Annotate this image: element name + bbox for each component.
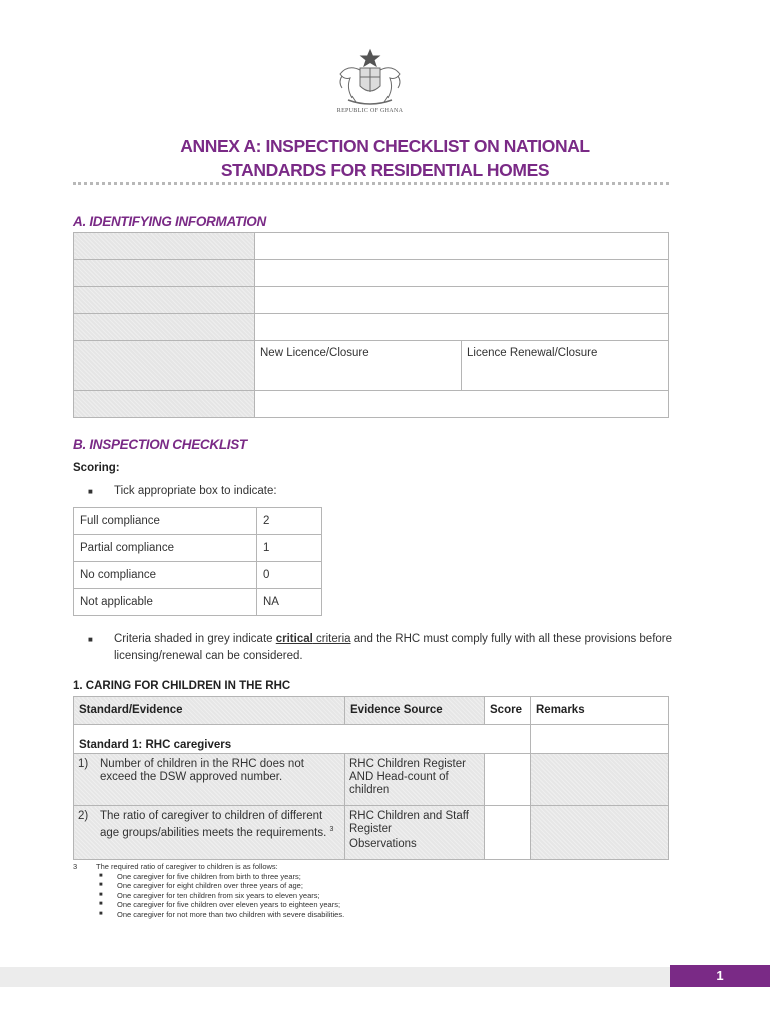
square-bullet-icon: ■ <box>99 901 103 908</box>
footnote-list <box>96 872 633 920</box>
instruction-text: Tick appropriate box to indicate: <box>114 485 277 497</box>
title-line-2: STANDARDS FOR RESIDENTIAL HOMES <box>220 160 550 180</box>
score-row <box>74 589 322 616</box>
square-bullet-icon: ■ <box>88 487 93 496</box>
score-row <box>74 508 322 535</box>
remarks-input[interactable] <box>531 754 669 806</box>
standard-title-blank <box>531 725 669 754</box>
id-label-cell <box>74 233 255 260</box>
square-bullet-icon: ■ <box>99 882 103 889</box>
score-row <box>74 562 322 589</box>
header-evidence: Evidence Source <box>345 697 485 725</box>
score-label: No compliance <box>74 562 257 589</box>
scoring-label: Scoring: <box>73 462 120 474</box>
identifying-info-table <box>73 232 669 418</box>
ghana-coat-of-arms-icon <box>330 46 410 110</box>
id-row <box>74 314 669 341</box>
square-bullet-icon: ■ <box>99 872 103 879</box>
critical-note-text <box>114 631 673 665</box>
score-input[interactable] <box>485 754 531 806</box>
licence-type-row <box>74 341 669 391</box>
square-bullet-icon: ■ <box>99 910 103 917</box>
score-label: Not applicable <box>74 589 257 616</box>
footnote-number: 3 <box>73 862 78 871</box>
square-bullet-icon: ■ <box>99 891 103 898</box>
note-text-end: and the RHC must comply fully with all these provisions before licensing/renewal can be considered. <box>114 633 673 662</box>
list-item-text: One caregiver for five children over eleven years to eighteen years; <box>117 900 341 910</box>
list-item <box>99 900 633 910</box>
list-item <box>99 872 633 882</box>
note-text-criteria: criteria <box>312 633 351 645</box>
score-value: 0 <box>257 562 322 589</box>
criterion-text-body: The ratio of caregiver to children of different age groups/abilities meets the requirements. <box>100 810 330 839</box>
footnote <box>73 862 633 920</box>
criterion-cell <box>74 806 345 860</box>
title-line-1: ANNEX A: INSPECTION CHECKLIST ON NATIONAL <box>180 136 590 156</box>
standard-title: Standard 1: RHC caregivers <box>74 725 531 754</box>
note-text-start: Criteria shaded in grey indicate <box>114 633 276 645</box>
id-row <box>74 260 669 287</box>
criterion-text: Number of children in the RHC does not exceed the DSW approved number. <box>100 758 304 783</box>
list-item <box>99 891 633 901</box>
page-title <box>60 134 710 182</box>
section-1-heading: 1. CARING FOR CHILDREN IN THE RHC <box>73 680 291 692</box>
evidence-cell <box>345 806 485 860</box>
section-b-heading: B. INSPECTION CHECKLIST <box>73 437 247 452</box>
emblem-caption: REPUBLIC OF GHANA <box>336 108 404 114</box>
title-divider <box>73 182 669 185</box>
score-value: 1 <box>257 535 322 562</box>
score-row <box>74 535 322 562</box>
id-label-cell <box>74 391 255 418</box>
checklist-header-row <box>74 697 669 725</box>
evidence-cell: RHC Children Register AND Head-count of children <box>345 754 485 806</box>
list-item-text: One caregiver for eight children over three years of age; <box>117 881 303 891</box>
list-item-text: One caregiver for five children from birth to three years; <box>117 871 301 881</box>
criterion-number: 1) <box>78 758 89 770</box>
score-value: 2 <box>257 508 322 535</box>
criterion-cell <box>74 754 345 806</box>
header-remarks: Remarks <box>531 697 669 725</box>
criterion-number: 2) <box>78 810 89 822</box>
new-licence-option[interactable]: New Licence/Closure <box>255 341 462 391</box>
id-label-cell <box>74 287 255 314</box>
footnote-ref: 3 <box>329 826 334 833</box>
id-value-field[interactable] <box>255 391 669 418</box>
id-row <box>74 287 669 314</box>
footer-bar <box>0 967 670 987</box>
id-row <box>74 233 669 260</box>
critical-criteria-note <box>88 631 673 665</box>
table-row <box>74 806 669 860</box>
id-label-cell <box>74 341 255 391</box>
id-value-field[interactable] <box>255 233 669 260</box>
header-standard: Standard/Evidence <box>74 697 345 725</box>
table-row <box>74 754 669 806</box>
checklist-table <box>73 696 669 860</box>
id-value-field[interactable] <box>255 287 669 314</box>
scoring-table <box>73 507 322 616</box>
score-label: Full compliance <box>74 508 257 535</box>
header-score: Score <box>485 697 531 725</box>
footnote-intro: The required ratio of caregiver to children is as follows: <box>96 862 278 871</box>
critical-keyword: critical <box>275 633 313 645</box>
evidence-line: RHC Children and Staff Register <box>349 810 469 835</box>
square-bullet-icon: ■ <box>88 635 93 644</box>
id-row <box>74 391 669 418</box>
id-label-cell <box>74 314 255 341</box>
section-a-heading: A. IDENTIFYING INFORMATION <box>73 214 266 229</box>
remarks-input[interactable] <box>531 806 669 860</box>
criterion-text <box>100 810 340 840</box>
id-value-field[interactable] <box>255 260 669 287</box>
licence-renewal-option[interactable]: Licence Renewal/Closure <box>462 341 669 391</box>
score-value: NA <box>257 589 322 616</box>
list-item-text: One caregiver for ten children from six years to eleven years; <box>117 890 320 900</box>
id-label-cell <box>74 260 255 287</box>
list-item <box>99 881 633 891</box>
page-number: 1 <box>670 965 770 987</box>
standard-title-row <box>74 725 669 754</box>
evidence-line: Observations <box>349 838 417 850</box>
id-value-field[interactable] <box>255 314 669 341</box>
list-item <box>99 910 633 920</box>
score-label: Partial compliance <box>74 535 257 562</box>
list-item-text: One caregiver for not more than two children with severe disabilities. <box>117 909 345 919</box>
score-input[interactable] <box>485 806 531 860</box>
